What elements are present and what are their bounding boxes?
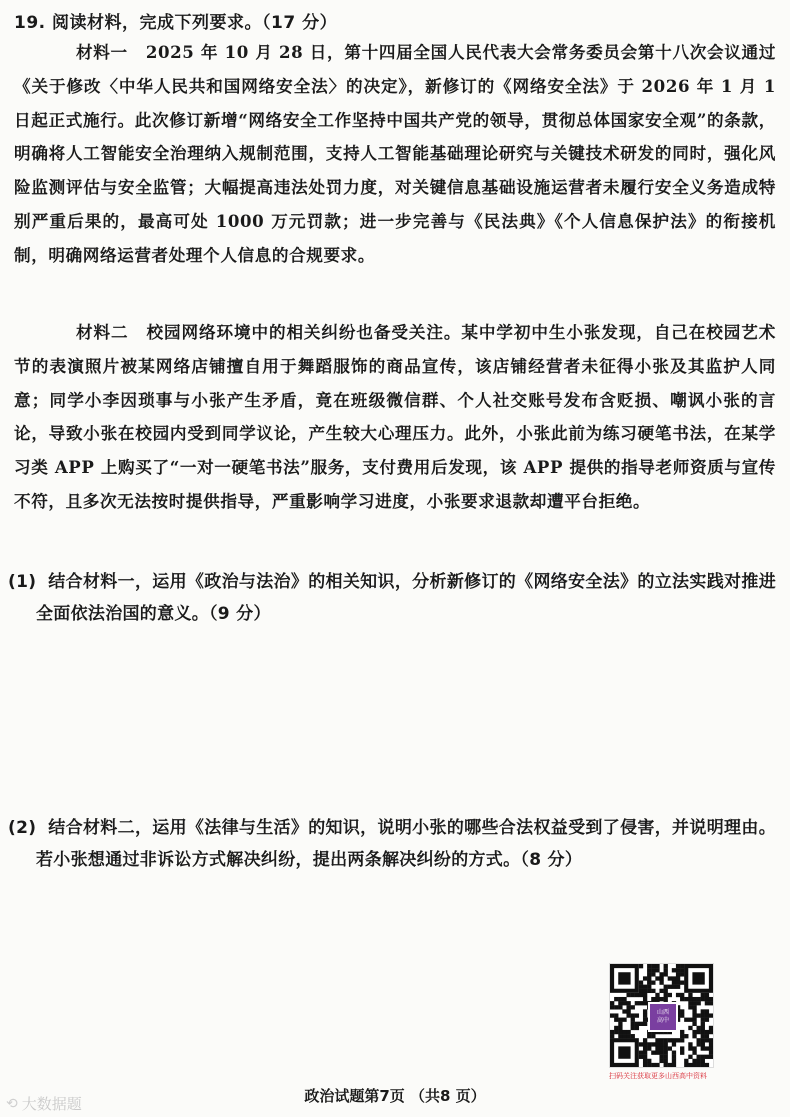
qr-module [701, 1055, 705, 1059]
qr-module [655, 1046, 659, 1050]
qr-module [655, 1063, 659, 1067]
qr-module [659, 1059, 663, 1063]
qr-module [688, 1055, 692, 1059]
qr-module [639, 1022, 643, 1026]
qr-module [676, 976, 680, 980]
qr-module [626, 1013, 630, 1017]
qr-module [705, 1013, 709, 1017]
qr-module [692, 1022, 696, 1026]
qr-module [651, 989, 655, 993]
qr-module [614, 1018, 618, 1022]
qr-module [635, 1013, 639, 1017]
qr-module [664, 1063, 668, 1067]
qr-module [655, 1038, 659, 1042]
qr-module [614, 1013, 618, 1017]
qr-module [692, 1030, 696, 1034]
qr-module [635, 1001, 639, 1005]
qr-module [672, 980, 676, 984]
qr-module [680, 997, 684, 1001]
material-one-text: 2025 年 10 月 28 日，第十四届全国人民代表大会常务委员会第十八次会议通过《关于修改〈中华人民共和国网络安全法〉的决定》，新修订的《网络安全法》于 2026 年 1 月 1 日起正式施行。此次修订新增“网络安全工作坚持中国共产党的领导，贯彻总体国家安全观”的条款，明确将人工智能安全治理纳入规制范围，支持人工智能基础理论研究与关键技术研发的同时，强化风险监测评估与安全监管；大幅提高违法处罚力度，对关键信息基础设施运营者未履行安全义务造成特别严重后果的，最高可处 1000 万元罚款；进一步完善与《民法典》《个人信息保护法》的衔接机制，明确网络运营者处理个人信息的合规要求。 [14, 42, 776, 265]
qr-module [659, 1055, 663, 1059]
sub-question-2-text: 结合材料二，运用《法律与生活》的知识，说明小张的哪些合法权益受到了侵害，并说明理由。若小张想通过非诉讼方式解决纠纷，提出两条解决纠纷的方式。（8 分） [36, 818, 776, 870]
qr-module [692, 1013, 696, 1017]
qr-module [680, 1009, 684, 1013]
qr-module [684, 1059, 688, 1063]
qr-module [676, 972, 680, 976]
qr-finder-pattern [618, 972, 630, 984]
qr-module [701, 997, 705, 1001]
qr-module [639, 1001, 643, 1005]
qr-module [610, 1013, 614, 1017]
qr-module [676, 968, 680, 972]
qr-module [672, 1059, 676, 1063]
qr-module [618, 1005, 622, 1009]
qr-module [618, 1022, 622, 1026]
qr-module [692, 1063, 696, 1067]
qr-module [651, 1051, 655, 1055]
qr-module [647, 1059, 651, 1063]
qr-module [684, 1018, 688, 1022]
qr-badge-line1: 山西 [656, 1009, 669, 1016]
qr-module [664, 985, 668, 989]
qr-module [647, 1042, 651, 1046]
qr-module [647, 976, 651, 980]
qr-module [692, 1001, 696, 1005]
qr-module [635, 1026, 639, 1030]
qr-module [701, 1063, 705, 1067]
qr-module [655, 976, 659, 980]
qr-module [651, 964, 655, 968]
qr-module [647, 1063, 651, 1067]
qr-module [643, 1013, 647, 1017]
qr-module [664, 1055, 668, 1059]
qr-module [680, 1013, 684, 1017]
qr-module [622, 1030, 626, 1034]
qr-module [668, 976, 672, 980]
qr-module [697, 1038, 701, 1042]
qr-module [626, 1009, 630, 1013]
qr-module [701, 1013, 705, 1017]
qr-module [618, 1026, 622, 1030]
qr-module [684, 1063, 688, 1067]
qr-module [659, 976, 663, 980]
qr-module [643, 1055, 647, 1059]
qr-module [709, 1051, 713, 1055]
qr-module [610, 1005, 614, 1009]
qr-module [688, 1001, 692, 1005]
qr-module [705, 1034, 709, 1038]
qr-module [701, 1009, 705, 1013]
qr-code[interactable] [609, 963, 714, 1068]
qr-module [618, 997, 622, 1001]
qr-module [688, 1018, 692, 1022]
answer-area-2[interactable] [14, 880, 776, 956]
qr-finder-pattern [692, 972, 704, 984]
qr-module [709, 1038, 713, 1042]
qr-module [664, 1042, 668, 1046]
qr-module [639, 989, 643, 993]
qr-module [680, 1038, 684, 1042]
qr-module [701, 993, 705, 997]
qr-module [651, 968, 655, 972]
qr-module [688, 1046, 692, 1050]
qr-module [618, 1001, 622, 1005]
sub-question-1-number: (1) [8, 572, 37, 592]
qr-module [647, 1034, 651, 1038]
qr-module [626, 1005, 630, 1009]
qr-module [639, 1055, 643, 1059]
qr-module [705, 1046, 709, 1050]
qr-module [672, 1063, 676, 1067]
qr-module [626, 993, 630, 997]
qr-module [659, 1051, 663, 1055]
qr-module [676, 980, 680, 984]
qr-module [651, 997, 655, 1001]
qr-module [701, 1042, 705, 1046]
qr-module [610, 1034, 614, 1038]
qr-module [643, 997, 647, 1001]
qr-badge [648, 1002, 678, 1032]
qr-module [664, 972, 668, 976]
qr-module [631, 993, 635, 997]
qr-module [676, 1038, 680, 1042]
qr-module [651, 972, 655, 976]
qr-module [705, 1063, 709, 1067]
qr-module [705, 1055, 709, 1059]
qr-module [643, 1022, 647, 1026]
qr-module [709, 997, 713, 1001]
qr-module [692, 1034, 696, 1038]
material-one-label: 材料一 [76, 42, 128, 62]
qr-module [697, 1042, 701, 1046]
qr-module [672, 1042, 676, 1046]
qr-module [709, 1013, 713, 1017]
qr-module [672, 1055, 676, 1059]
qr-module [631, 1026, 635, 1030]
qr-finder-pattern [618, 1046, 630, 1058]
qr-module [639, 985, 643, 989]
qr-module [659, 980, 663, 984]
qr-module [709, 1042, 713, 1046]
qr-module [614, 1030, 618, 1034]
qr-module [672, 985, 676, 989]
qr-module [614, 1005, 618, 1009]
qr-module [692, 997, 696, 1001]
qr-module [610, 1030, 614, 1034]
qr-module [635, 1022, 639, 1026]
qr-module [697, 1026, 701, 1030]
qr-module [622, 1018, 626, 1022]
qr-module [614, 1026, 618, 1030]
qr-block [609, 963, 717, 1081]
qr-module [688, 1063, 692, 1067]
qr-module [680, 1046, 684, 1050]
qr-module [643, 1046, 647, 1050]
qr-module [705, 1038, 709, 1042]
qr-module [647, 972, 651, 976]
qr-module [643, 1009, 647, 1013]
qr-module [614, 997, 618, 1001]
qr-module [692, 1018, 696, 1022]
qr-module [664, 1051, 668, 1055]
qr-module [626, 1034, 630, 1038]
qr-module [676, 985, 680, 989]
qr-module [692, 1059, 696, 1063]
qr-module [659, 997, 663, 1001]
qr-module [643, 985, 647, 989]
qr-module [664, 997, 668, 1001]
qr-module [680, 1030, 684, 1034]
qr-module [647, 968, 651, 972]
qr-module [697, 1013, 701, 1017]
material-one [14, 36, 776, 273]
qr-module [626, 1030, 630, 1034]
qr-caption: 扫码关注获取更多山西高中资料 [609, 1072, 707, 1080]
qr-module [655, 968, 659, 972]
qr-module [705, 1001, 709, 1005]
qr-module [655, 964, 659, 968]
qr-module [651, 1042, 655, 1046]
qr-module [643, 1059, 647, 1063]
qr-module [668, 1046, 672, 1050]
qr-module [651, 1034, 655, 1038]
qr-module [692, 1009, 696, 1013]
qr-module [618, 1030, 622, 1034]
qr-module [680, 972, 684, 976]
qr-module [655, 1051, 659, 1055]
qr-module [680, 993, 684, 997]
qr-module [643, 1051, 647, 1055]
qr-module [668, 1038, 672, 1042]
qr-module [672, 1038, 676, 1042]
qr-module [680, 964, 684, 968]
qr-module [676, 993, 680, 997]
qr-module [709, 1055, 713, 1059]
qr-module [701, 1046, 705, 1050]
qr-module [635, 993, 639, 997]
qr-module [639, 1042, 643, 1046]
qr-module [688, 1026, 692, 1030]
qr-module [655, 993, 659, 997]
qr-module [680, 1051, 684, 1055]
qr-module [692, 1051, 696, 1055]
qr-module [709, 1026, 713, 1030]
qr-module [664, 968, 668, 972]
watermark-text: 大数据题 [21, 1095, 82, 1113]
qr-module [684, 1034, 688, 1038]
qr-module [651, 1063, 655, 1067]
qr-module [647, 1046, 651, 1050]
qr-module [697, 997, 701, 1001]
qr-module [643, 976, 647, 980]
qr-module [664, 1038, 668, 1042]
qr-module [701, 1030, 705, 1034]
qr-badge-line2: 高中 [656, 1017, 669, 1024]
qr-module [659, 1046, 663, 1050]
qr-module [664, 964, 668, 968]
qr-module [610, 1001, 614, 1005]
qr-module [664, 993, 668, 997]
qr-module [639, 980, 643, 984]
material-two-label: 材料二 [76, 322, 129, 342]
qr-module [664, 1046, 668, 1050]
qr-module [701, 1059, 705, 1063]
qr-module [701, 1034, 705, 1038]
watermark [6, 1093, 82, 1114]
qr-module [680, 968, 684, 972]
qr-module [688, 993, 692, 997]
qr-module [688, 1042, 692, 1046]
qr-module [643, 993, 647, 997]
qr-module [709, 1030, 713, 1034]
material-two [14, 316, 776, 519]
page-footer: 政治试题第7页 （共8 页） [304, 1087, 486, 1105]
qr-module [643, 989, 647, 993]
qr-module [639, 964, 643, 968]
qr-module [626, 1001, 630, 1005]
qr-module [622, 1034, 626, 1038]
qr-module [688, 997, 692, 1001]
sub-question-2 [8, 812, 776, 876]
qr-module [631, 1005, 635, 1009]
qr-module [647, 985, 651, 989]
material-two-text: 校园网络环境中的相关纠纷也备受关注。某中学初中生小张发现，自己在校园艺术节的表演照片被某网络店铺擅自用于舞蹈服饰的商品宣传，该店铺经营者未征得小张及其监护人同意；同学小李因琐事与小张产生矛盾，竟在班级微信群、个人社交账号发布含贬损、嘲讽小张的言论，导致小张在校园内受到同学议论，产生较大心理压力。此外，小张此前为练习硬笔书法，在某学习类 APP 上购买了“一对一硬笔书法”服务，支付费用后发现，该 APP 提供的指导老师资质与宣传不符，且多次无法按时提供指导，严重影响学习进度，小张要求退款却遭平台拒绝。 [14, 322, 776, 511]
qr-module [622, 1009, 626, 1013]
qr-module [655, 997, 659, 1001]
qr-module [659, 1038, 663, 1042]
qr-module [631, 1034, 635, 1038]
qr-module [643, 1063, 647, 1067]
qr-module [659, 989, 663, 993]
qr-module [692, 1005, 696, 1009]
qr-module [701, 1026, 705, 1030]
qr-module [676, 964, 680, 968]
qr-module [631, 1022, 635, 1026]
qr-module [697, 1063, 701, 1067]
qr-module [622, 997, 626, 1001]
qr-module [639, 993, 643, 997]
qr-module [705, 1018, 709, 1022]
qr-module [618, 1034, 622, 1038]
qr-module [701, 1038, 705, 1042]
qr-module [643, 1038, 647, 1042]
qr-module [705, 997, 709, 1001]
qr-module [622, 1001, 626, 1005]
qr-module [664, 989, 668, 993]
qr-module [709, 1001, 713, 1005]
qr-module [618, 1018, 622, 1022]
qr-module [697, 1001, 701, 1005]
sub-question-2-number: (2) [8, 818, 37, 838]
qr-module [668, 993, 672, 997]
question-title: 19. 阅读材料，完成下列要求。（17 分） [14, 13, 338, 33]
qr-module [643, 1042, 647, 1046]
qr-module [680, 980, 684, 984]
qr-module [631, 1013, 635, 1017]
watermark-logo-icon: ⟲ [6, 1095, 18, 1112]
qr-module [647, 980, 651, 984]
qr-module [705, 1009, 709, 1013]
qr-module [692, 1046, 696, 1050]
qr-module [672, 1051, 676, 1055]
qr-module [647, 964, 651, 968]
qr-module [697, 1055, 701, 1059]
qr-module [647, 989, 651, 993]
qr-module [655, 1042, 659, 1046]
qr-module [680, 1034, 684, 1038]
qr-module [651, 980, 655, 984]
qr-module [697, 1030, 701, 1034]
qr-module [709, 1046, 713, 1050]
qr-module [672, 976, 676, 980]
qr-module [659, 972, 663, 976]
qr-module [668, 1063, 672, 1067]
qr-module [688, 1005, 692, 1009]
qr-module [643, 1001, 647, 1005]
qr-module [643, 1018, 647, 1022]
qr-module [705, 993, 709, 997]
qr-module [705, 1030, 709, 1034]
answer-area-1[interactable] [14, 636, 776, 804]
qr-module [697, 1059, 701, 1063]
qr-module [639, 1051, 643, 1055]
sub-question-1 [8, 566, 776, 630]
qr-module [664, 1059, 668, 1063]
qr-module [684, 997, 688, 1001]
qr-module [672, 968, 676, 972]
qr-module [701, 1018, 705, 1022]
qr-module [668, 985, 672, 989]
qr-module [631, 1018, 635, 1022]
sub-question-1-text: 结合材料一，运用《政治与法治》的相关知识，分析新修订的《网络安全法》的立法实践对推进全面依法治国的意义。（9 分） [36, 572, 776, 624]
qr-module [659, 1042, 663, 1046]
qr-module [701, 1022, 705, 1026]
